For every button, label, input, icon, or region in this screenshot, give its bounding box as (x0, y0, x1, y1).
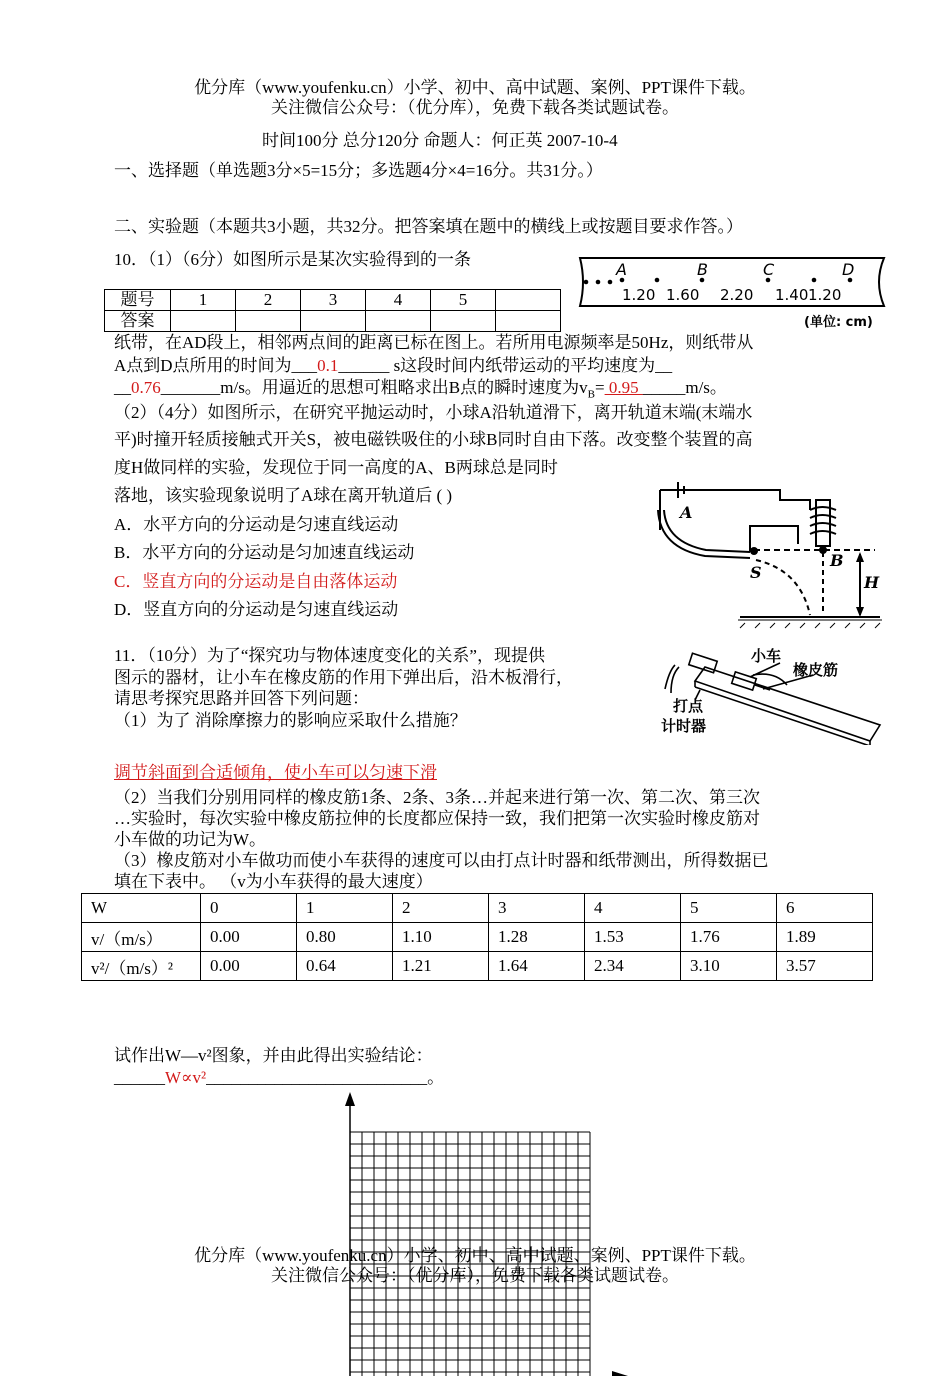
tape-point-b: B (697, 260, 708, 279)
cell (496, 290, 561, 311)
tape-point-a: A (616, 260, 627, 279)
label-a: A (680, 503, 693, 522)
cell: 1.64 (489, 952, 585, 981)
answer-table-row-answer (105, 311, 561, 332)
text: _______m/s。用逼近的思想可粗略求出B点的瞬时速度为v (160, 378, 588, 397)
label-rubber-band: 橡皮筋 (793, 661, 839, 679)
text: _____m/s。 (642, 378, 727, 397)
header-line-1: 优分库（www.youfenku.cn）小学、初中、高中试题、案例、PPT课件下载。 (194, 78, 756, 97)
cell: 3 (301, 290, 366, 311)
tape-distance: 1.20 (808, 286, 842, 304)
q10-part2-line-2: 平)时撞开轻质接触式开关S，被电磁铁吸住的小球B同时自由下落。改变整个装置的高 (114, 430, 753, 449)
option-c: C．竖直方向的分运动是自由落体运动 (114, 572, 398, 591)
label-timer-2: 计时器 (661, 717, 707, 735)
plot-answer-line (114, 1067, 444, 1089)
cell: 0.00 (201, 952, 297, 981)
tape-distance: 1.40 (775, 286, 809, 304)
q11-sub-2-line-3: 小车做的功记为W。 (114, 830, 267, 849)
table-row-v2 (82, 952, 873, 981)
answer-avg-velocity: 0.76 (131, 378, 161, 397)
footer-line-1: 优分库（www.youfenku.cn）小学、初中、高中试题、案例、PPT课件下载。 (194, 1246, 756, 1265)
answer-table-row-number (105, 290, 561, 311)
answer-cell[interactable] (366, 311, 431, 332)
cell: 6 (777, 894, 873, 923)
y-axis-arrow-icon (345, 1092, 355, 1106)
cell: 1.10 (393, 923, 489, 952)
q10-line-2: 纸带，在AD段上，相邻两点间的距离已标在图上。若所用电源频率是50Hz，则纸带从 (114, 333, 754, 352)
q10-intro: 10．（1）（6分）如图所示是某次实验得到的一条 (114, 250, 471, 269)
answer-cell[interactable] (236, 311, 301, 332)
cell: 3.57 (777, 952, 873, 981)
cell: 0.80 (297, 923, 393, 952)
label-s: S (750, 563, 762, 582)
q10-part2-line-4: 落地，该实验现象说明了A球在离开轨道后 ( ) (114, 486, 453, 505)
tape-distance: 1.20 (622, 286, 656, 304)
footer-line-2: 关注微信公众号：（优分库），免费下载各类试题试卷。 (271, 1266, 679, 1285)
cell: 4 (366, 290, 431, 311)
cell: 3 (489, 894, 585, 923)
paper-tape-figure (572, 254, 892, 334)
cell: 5 (681, 894, 777, 923)
exam-info: 时间100分 总分120分 命题人：何正英 2007-10-4 (262, 131, 618, 150)
q11-line-2: 图示的器材，让小车在橡皮筋的作用下弹出后，沿木板滑行， (114, 668, 573, 687)
cell: 2.34 (585, 952, 681, 981)
cell: 1.53 (585, 923, 681, 952)
tape-distance: 1.60 (666, 286, 700, 304)
projectile-apparatus-figure (650, 470, 886, 630)
cell: v/（m/s） (82, 923, 201, 952)
answer-vb: 0.95 (604, 378, 643, 397)
answer-cell[interactable] (301, 311, 366, 332)
option-a: A．水平方向的分运动是匀速直线运动 (114, 515, 399, 534)
answer-table (104, 289, 561, 332)
cell: 答案 (105, 311, 171, 332)
tape-point-d: D (842, 260, 855, 279)
cell: 5 (431, 290, 496, 311)
work-velocity-table (81, 893, 873, 981)
cell: 1 (297, 894, 393, 923)
cell: v²/（m/s）² (82, 952, 201, 981)
plot-prompt: 试作出W—v²图象，并由此得出实验结论： (114, 1046, 433, 1065)
label-timer-1: 打点 (673, 697, 704, 715)
cell: 2 (236, 290, 301, 311)
label-b: B (830, 551, 844, 570)
graph-paper[interactable] (336, 1088, 636, 1376)
cell: 题号 (105, 290, 171, 311)
subscript: B (587, 388, 595, 401)
text: ______ s这段时间内纸带运动的平均速度为__ (338, 356, 673, 375)
header-line-2: 关注微信公众号：（优分库），免费下载各类试题试卷。 (271, 98, 679, 117)
q11-sub-3-line-2: 填在下表中。 （v为小车获得的最大速度） (114, 872, 433, 891)
cell: 4 (585, 894, 681, 923)
q11-sub-3-line-1: （3）橡皮筋对小车做功而使小车获得的速度可以由打点计时器和纸带测出，所得数据已 (114, 851, 769, 870)
tape-unit: (单位: cm) (804, 315, 873, 330)
q11-sub-1: （1）为了 消除摩擦力的影响应采取什么措施？ (114, 711, 467, 730)
q11-sub-2-line-1: （2）当我们分别用同样的橡皮筋1条、2条、3条…并起来进行第一次、第二次、第三次 (114, 788, 760, 807)
tape-distance: 2.20 (720, 286, 754, 304)
q11-answer-1: 调节斜面到合适倾角，使小车可以匀速下滑 (114, 763, 437, 782)
section-2-title: 二、实验题（本题共3小题，共32分。把答案填在题中的横线上或按题目要求作答。） (114, 217, 743, 236)
tape-point-c: C (763, 260, 775, 279)
label-h: H (864, 573, 880, 592)
cell: 0.64 (297, 952, 393, 981)
cell: 2 (393, 894, 489, 923)
q10-part2-line-1: （2）（4分）如图所示，在研究平抛运动时，小球A沿轨道滑下，离开轨道末端(末端水 (114, 403, 753, 422)
table-row-w (82, 894, 873, 923)
text: = (595, 378, 605, 397)
cell: 1 (171, 290, 236, 311)
answer-cell[interactable] (431, 311, 496, 332)
answer-time: 0.1 (317, 356, 339, 375)
cell: 1.89 (777, 923, 873, 952)
q11-line-1: 11．（10分）为了“探究功与物体速度变化的关系”，现提供 (114, 646, 545, 665)
cell: W (82, 894, 201, 923)
plot-answer: W∝v² (165, 1068, 207, 1087)
cell: 1.76 (681, 923, 777, 952)
text: A点到D点所用的时间为___ (114, 356, 318, 375)
text: __________________________。 (206, 1068, 445, 1087)
text: __ (114, 378, 131, 397)
cell: 0 (201, 894, 297, 923)
q11-line-3: 请思考探究思路并回答下列问题： (114, 689, 369, 708)
option-d: D．竖直方向的分运动是匀速直线运动 (114, 600, 399, 619)
label-car: 小车 (751, 647, 782, 665)
cell: 0.00 (201, 923, 297, 952)
q11-sub-2-line-2: …实验时，每次实验中橡皮筋拉伸的长度都应保持一致，我们把第一次实验时橡皮筋对 (114, 809, 760, 828)
q10-line-3 (114, 355, 672, 377)
answer-cell[interactable] (496, 311, 561, 332)
cell: 1.21 (393, 952, 489, 981)
answer-cell[interactable] (171, 311, 236, 332)
cart-rubber-band-figure (655, 645, 885, 745)
cell: 3.10 (681, 952, 777, 981)
q10-part2-line-3: 度H做同样的实验，发现位于同一高度的A、B两球总是同时 (114, 458, 558, 477)
text: ______ (114, 1068, 165, 1087)
x-axis-arrow-icon (612, 1371, 628, 1376)
section-1-title: 一、选择题（单选题3分×5=15分；多选题4分×4=16分。共31分。） (114, 161, 603, 180)
option-b: B．水平方向的分运动是匀加速直线运动 (114, 543, 415, 562)
table-row-v (82, 923, 873, 952)
cell: 1.28 (489, 923, 585, 952)
